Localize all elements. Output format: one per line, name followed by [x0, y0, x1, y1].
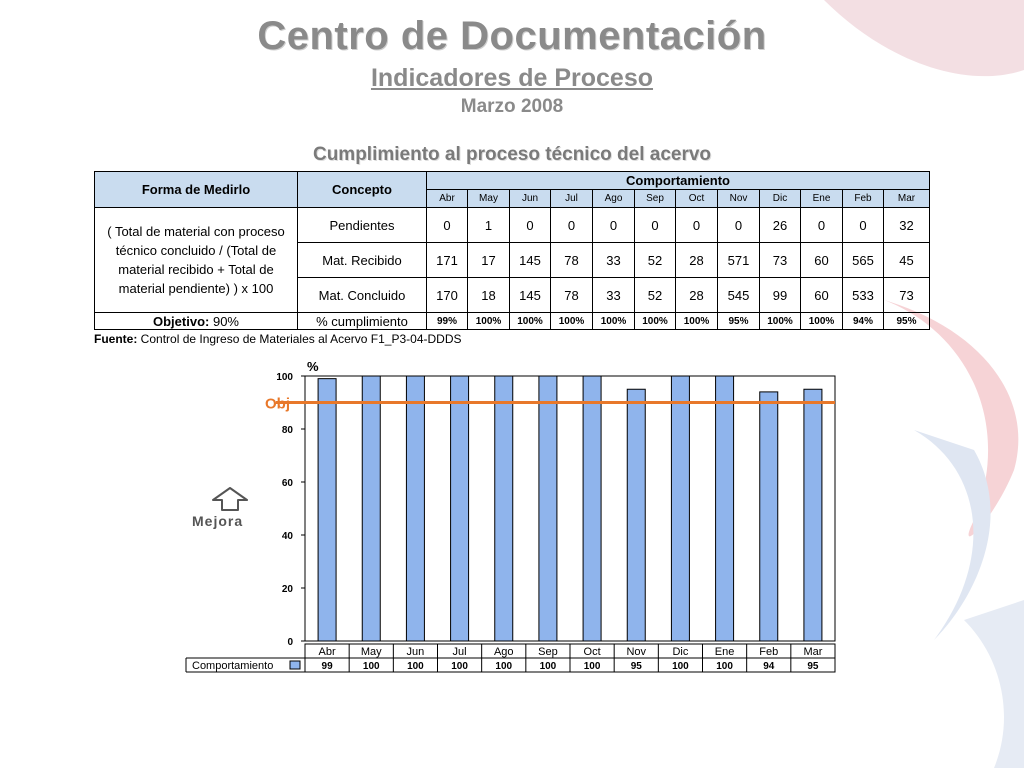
- month-header: Ago: [593, 190, 635, 208]
- value-cell: 99: [760, 278, 801, 313]
- value-cell: 45: [884, 243, 930, 278]
- percent-cell: 100%: [676, 313, 718, 330]
- y-tick-label: 100: [276, 372, 293, 383]
- month-header: Oct: [676, 190, 718, 208]
- y-tick-label: 20: [281, 584, 293, 595]
- data-label: 95: [630, 661, 642, 672]
- bar: [716, 376, 734, 641]
- data-label: 95: [807, 661, 819, 672]
- objective-label: Obj: [265, 395, 290, 413]
- data-table-frame: [305, 644, 835, 672]
- value-cell: 0: [427, 208, 468, 243]
- x-tick-label: Oct: [583, 646, 601, 658]
- month-header: May: [468, 190, 510, 208]
- value-cell: 565: [843, 243, 884, 278]
- data-label: 100: [583, 661, 601, 672]
- source-text: Control de Ingreso de Materiales al Acervo F1_P3-04-DDDS: [137, 332, 462, 346]
- bar: [539, 376, 557, 641]
- value-cell: 28: [676, 278, 718, 313]
- percent-cell: 95%: [718, 313, 760, 330]
- percent-cell: 100%: [551, 313, 593, 330]
- value-cell: 26: [760, 208, 801, 243]
- month-header: Sep: [635, 190, 676, 208]
- objective-value: 90%: [212, 313, 239, 329]
- concept-cell: Pendientes: [298, 208, 427, 243]
- value-cell: 0: [551, 208, 593, 243]
- objective-cell: [95, 313, 298, 330]
- y-tick-label: 40: [281, 531, 293, 542]
- value-cell: 60: [801, 278, 843, 313]
- x-tick-label: May: [360, 646, 382, 658]
- header-comportamiento: Comportamiento: [427, 172, 930, 190]
- value-cell: 17: [468, 243, 510, 278]
- bar: [583, 376, 601, 641]
- bar: [451, 376, 469, 641]
- indicator-table: [94, 171, 930, 330]
- value-cell: 73: [760, 243, 801, 278]
- value-cell: 0: [801, 208, 843, 243]
- value-cell: 73: [884, 278, 930, 313]
- data-label: 100: [672, 661, 689, 672]
- value-cell: 52: [635, 243, 676, 278]
- month-header: Dic: [760, 190, 801, 208]
- concept-cell: Mat. Recibido: [298, 243, 427, 278]
- bar: [627, 389, 645, 641]
- plot-area: [305, 376, 835, 641]
- month-header: Nov: [718, 190, 760, 208]
- value-cell: 18: [468, 278, 510, 313]
- table-title: Cumplimiento al proceso técnico del acervo: [312, 144, 712, 165]
- concept-cell: % cumplimiento: [298, 313, 427, 330]
- value-cell: 78: [551, 243, 593, 278]
- value-cell: 0: [843, 208, 884, 243]
- value-cell: 171: [427, 243, 468, 278]
- header-forma: Forma de Medirlo: [95, 172, 298, 208]
- value-cell: 0: [593, 208, 635, 243]
- percent-cell: 100%: [468, 313, 510, 330]
- value-cell: 0: [510, 208, 551, 243]
- report-date: Marzo 2008: [460, 96, 564, 117]
- value-cell: 0: [676, 208, 718, 243]
- month-header: Abr: [427, 190, 468, 208]
- month-header: Jun: [510, 190, 551, 208]
- x-tick-label: Ago: [493, 646, 514, 658]
- legend-series-name: Comportamiento: [192, 660, 274, 672]
- data-label: 100: [539, 661, 557, 672]
- header-concepto: Concepto: [298, 172, 427, 208]
- x-tick-label: Ene: [714, 646, 735, 658]
- table-row-percent: [95, 313, 930, 330]
- percent-cell: 100%: [760, 313, 801, 330]
- page-subtitle: Indicadores de Proceso: [370, 64, 654, 92]
- percent-cell: 100%: [801, 313, 843, 330]
- percent-cell: 94%: [843, 313, 884, 330]
- percent-cell: 100%: [635, 313, 676, 330]
- x-tick-label: Nov: [626, 646, 647, 658]
- data-label: 100: [495, 661, 513, 672]
- page-title: Centro de Documentación: [257, 14, 767, 58]
- bar: [406, 376, 424, 641]
- improvement-label: Mejora: [192, 513, 244, 529]
- data-label: 100: [407, 661, 424, 672]
- value-cell: 32: [884, 208, 930, 243]
- x-tick-label: Abr: [318, 646, 336, 658]
- data-label: 100: [716, 661, 733, 672]
- bar: [495, 376, 513, 641]
- bar: [318, 379, 336, 641]
- percent-cell: 100%: [593, 313, 635, 330]
- formula-cell: ( Total de material con proceso técnico concluido / (Total de material recibido + Total de material pendiente) ) x 100: [95, 208, 298, 313]
- value-cell: 571: [718, 243, 760, 278]
- month-header: Jul: [551, 190, 593, 208]
- data-label: 100: [362, 661, 380, 672]
- y-tick-label: 80: [281, 425, 293, 436]
- x-tick-label: Jul: [452, 646, 467, 658]
- percent-cell: 95%: [884, 313, 930, 330]
- value-cell: 0: [718, 208, 760, 243]
- value-cell: 78: [551, 278, 593, 313]
- x-tick-label: Jun: [406, 646, 425, 658]
- value-cell: 145: [510, 278, 551, 313]
- source-label: Fuente:: [94, 332, 138, 346]
- x-tick-label: Feb: [759, 646, 779, 658]
- value-cell: 170: [427, 278, 468, 313]
- source-note: [94, 332, 462, 346]
- month-header: Mar: [884, 190, 930, 208]
- table-row: [95, 208, 930, 243]
- y-tick-label: 60: [281, 478, 293, 489]
- data-label: 99: [321, 661, 333, 672]
- percent-cell: 99%: [427, 313, 468, 330]
- data-label: 100: [451, 661, 468, 672]
- y-axis-label: %: [307, 359, 319, 374]
- value-cell: 28: [676, 243, 718, 278]
- y-tick-label: 0: [287, 637, 293, 648]
- value-cell: 0: [635, 208, 676, 243]
- concept-cell: Mat. Concluido: [298, 278, 427, 313]
- x-tick-label: Sep: [538, 646, 558, 658]
- month-header: Feb: [843, 190, 884, 208]
- bar: [362, 376, 380, 641]
- x-tick-label: Dic: [672, 646, 689, 658]
- value-cell: 533: [843, 278, 884, 313]
- percent-cell: 100%: [510, 313, 551, 330]
- value-cell: 52: [635, 278, 676, 313]
- value-cell: 545: [718, 278, 760, 313]
- value-cell: 33: [593, 278, 635, 313]
- x-tick-label: Mar: [803, 646, 823, 658]
- value-cell: 60: [801, 243, 843, 278]
- value-cell: 1: [468, 208, 510, 243]
- legend-swatch: [290, 661, 300, 669]
- data-label: 94: [763, 661, 775, 672]
- objective-label: Objetivo:: [153, 313, 210, 329]
- bar: [671, 376, 689, 641]
- month-header: Ene: [801, 190, 843, 208]
- value-cell: 33: [593, 243, 635, 278]
- value-cell: 145: [510, 243, 551, 278]
